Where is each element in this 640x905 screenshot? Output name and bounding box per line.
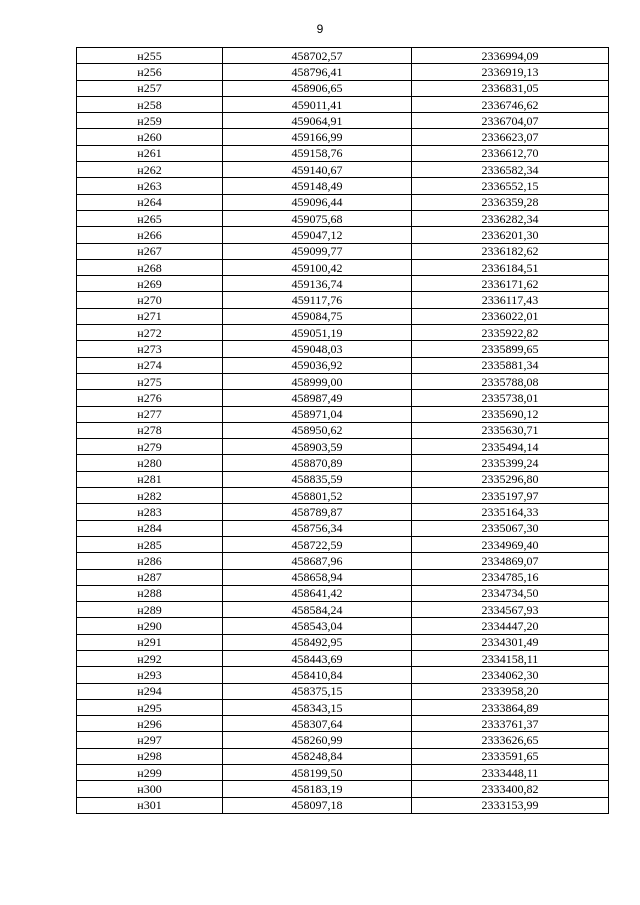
point-id-cell: н257 (77, 80, 223, 96)
point-id-cell: н291 (77, 634, 223, 650)
table-row (77, 781, 609, 797)
point-id-cell: н274 (77, 357, 223, 373)
table-row (77, 650, 609, 666)
y-coordinate-cell: 2335494,14 (412, 439, 609, 455)
point-id-cell: н285 (77, 536, 223, 552)
point-id-cell: н295 (77, 699, 223, 715)
table-row (77, 439, 609, 455)
x-coordinate-cell: 458835,59 (223, 471, 412, 487)
y-coordinate-cell: 2333626,65 (412, 732, 609, 748)
x-coordinate-cell: 458543,04 (223, 618, 412, 634)
point-id-cell: н263 (77, 178, 223, 194)
y-coordinate-cell: 2335630,71 (412, 422, 609, 438)
table-row (77, 194, 609, 210)
table-row (77, 536, 609, 552)
y-coordinate-cell: 2336117,43 (412, 292, 609, 308)
y-coordinate-cell: 2336201,30 (412, 227, 609, 243)
point-id-cell: н280 (77, 455, 223, 471)
x-coordinate-cell: 459148,49 (223, 178, 412, 194)
x-coordinate-cell: 458410,84 (223, 667, 412, 683)
table-row (77, 716, 609, 732)
y-coordinate-cell: 2334869,07 (412, 553, 609, 569)
x-coordinate-cell: 458796,41 (223, 64, 412, 80)
x-coordinate-cell: 459036,92 (223, 357, 412, 373)
x-coordinate-cell: 459136,74 (223, 276, 412, 292)
page-number: 9 (316, 22, 324, 36)
y-coordinate-cell: 2336552,15 (412, 178, 609, 194)
point-id-cell: н300 (77, 781, 223, 797)
x-coordinate-cell: 458199,50 (223, 765, 412, 781)
table-row (77, 162, 609, 178)
y-coordinate-cell: 2336612,70 (412, 145, 609, 161)
y-coordinate-cell: 2335899,65 (412, 341, 609, 357)
table-row (77, 178, 609, 194)
y-coordinate-cell: 2334969,40 (412, 536, 609, 552)
y-coordinate-cell: 2336359,28 (412, 194, 609, 210)
y-coordinate-cell: 2334734,50 (412, 585, 609, 601)
x-coordinate-cell: 458903,59 (223, 439, 412, 455)
y-coordinate-cell: 2336704,07 (412, 113, 609, 129)
x-coordinate-cell: 459047,12 (223, 227, 412, 243)
y-coordinate-cell: 2335164,33 (412, 504, 609, 520)
point-id-cell: н301 (77, 797, 223, 813)
x-coordinate-cell: 458870,89 (223, 455, 412, 471)
x-coordinate-cell: 458641,42 (223, 585, 412, 601)
point-id-cell: н266 (77, 227, 223, 243)
point-id-cell: н299 (77, 765, 223, 781)
x-coordinate-cell: 458492,95 (223, 634, 412, 650)
x-coordinate-cell: 459064,91 (223, 113, 412, 129)
table-row (77, 129, 609, 145)
point-id-cell: н267 (77, 243, 223, 259)
table-row (77, 145, 609, 161)
x-coordinate-cell: 459099,77 (223, 243, 412, 259)
x-coordinate-cell: 459051,19 (223, 325, 412, 341)
point-id-cell: н260 (77, 129, 223, 145)
y-coordinate-cell: 2336919,13 (412, 64, 609, 80)
y-coordinate-cell: 2336182,62 (412, 243, 609, 259)
table-row (77, 64, 609, 80)
y-coordinate-cell: 2333958,20 (412, 683, 609, 699)
point-id-cell: н282 (77, 488, 223, 504)
table-row (77, 797, 609, 813)
table-row (77, 748, 609, 764)
table-row (77, 504, 609, 520)
y-coordinate-cell: 2333591,65 (412, 748, 609, 764)
point-id-cell: н279 (77, 439, 223, 455)
point-id-cell: н286 (77, 553, 223, 569)
table-row (77, 488, 609, 504)
table-row (77, 276, 609, 292)
coordinates-table (76, 47, 609, 814)
point-id-cell: н261 (77, 145, 223, 161)
y-coordinate-cell: 2333864,89 (412, 699, 609, 715)
table-row (77, 520, 609, 536)
x-coordinate-cell: 458756,34 (223, 520, 412, 536)
x-coordinate-cell: 458789,87 (223, 504, 412, 520)
table-row (77, 341, 609, 357)
y-coordinate-cell: 2336831,05 (412, 80, 609, 96)
point-id-cell: н262 (77, 162, 223, 178)
point-id-cell: н298 (77, 748, 223, 764)
table-row (77, 227, 609, 243)
point-id-cell: н258 (77, 96, 223, 112)
point-id-cell: н265 (77, 210, 223, 226)
table-row (77, 243, 609, 259)
x-coordinate-cell: 459166,99 (223, 129, 412, 145)
table-row (77, 96, 609, 112)
x-coordinate-cell: 458343,15 (223, 699, 412, 715)
point-id-cell: н271 (77, 308, 223, 324)
y-coordinate-cell: 2334447,20 (412, 618, 609, 634)
point-id-cell: н277 (77, 406, 223, 422)
table-row (77, 390, 609, 406)
point-id-cell: н269 (77, 276, 223, 292)
point-id-cell: н289 (77, 602, 223, 618)
x-coordinate-cell: 458722,59 (223, 536, 412, 552)
x-coordinate-cell: 458702,57 (223, 48, 412, 64)
x-coordinate-cell: 458183,19 (223, 781, 412, 797)
y-coordinate-cell: 2334062,30 (412, 667, 609, 683)
point-id-cell: н268 (77, 259, 223, 275)
x-coordinate-cell: 458584,24 (223, 602, 412, 618)
point-id-cell: н273 (77, 341, 223, 357)
table-row (77, 667, 609, 683)
y-coordinate-cell: 2335788,08 (412, 373, 609, 389)
x-coordinate-cell: 458801,52 (223, 488, 412, 504)
point-id-cell: н256 (77, 64, 223, 80)
point-id-cell: н276 (77, 390, 223, 406)
table-row (77, 373, 609, 389)
table-row (77, 765, 609, 781)
point-id-cell: н259 (77, 113, 223, 129)
y-coordinate-cell: 2335197,97 (412, 488, 609, 504)
x-coordinate-cell: 459048,03 (223, 341, 412, 357)
y-coordinate-cell: 2336022,01 (412, 308, 609, 324)
point-id-cell: н297 (77, 732, 223, 748)
y-coordinate-cell: 2335296,80 (412, 471, 609, 487)
table-row (77, 683, 609, 699)
x-coordinate-cell: 458687,96 (223, 553, 412, 569)
x-coordinate-cell: 458971,04 (223, 406, 412, 422)
x-coordinate-cell: 459084,75 (223, 308, 412, 324)
x-coordinate-cell: 458260,99 (223, 732, 412, 748)
x-coordinate-cell: 458248,84 (223, 748, 412, 764)
y-coordinate-cell: 2336623,07 (412, 129, 609, 145)
point-id-cell: н272 (77, 325, 223, 341)
y-coordinate-cell: 2333400,82 (412, 781, 609, 797)
x-coordinate-cell: 459011,41 (223, 96, 412, 112)
y-coordinate-cell: 2333761,37 (412, 716, 609, 732)
table-row (77, 553, 609, 569)
x-coordinate-cell: 459117,76 (223, 292, 412, 308)
table-row (77, 455, 609, 471)
y-coordinate-cell: 2335690,12 (412, 406, 609, 422)
point-id-cell: н288 (77, 585, 223, 601)
y-coordinate-cell: 2335067,30 (412, 520, 609, 536)
table-row (77, 634, 609, 650)
x-coordinate-cell: 458999,00 (223, 373, 412, 389)
point-id-cell: н284 (77, 520, 223, 536)
table-row (77, 113, 609, 129)
x-coordinate-cell: 459140,67 (223, 162, 412, 178)
y-coordinate-cell: 2336746,62 (412, 96, 609, 112)
point-id-cell: н290 (77, 618, 223, 634)
x-coordinate-cell: 458987,49 (223, 390, 412, 406)
x-coordinate-cell: 458950,62 (223, 422, 412, 438)
y-coordinate-cell: 2333448,11 (412, 765, 609, 781)
y-coordinate-cell: 2334158,11 (412, 650, 609, 666)
point-id-cell: н293 (77, 667, 223, 683)
y-coordinate-cell: 2335738,01 (412, 390, 609, 406)
point-id-cell: н264 (77, 194, 223, 210)
y-coordinate-cell: 2334567,93 (412, 602, 609, 618)
table-row (77, 210, 609, 226)
x-coordinate-cell: 459075,68 (223, 210, 412, 226)
y-coordinate-cell: 2335399,24 (412, 455, 609, 471)
x-coordinate-cell: 458097,18 (223, 797, 412, 813)
point-id-cell: н270 (77, 292, 223, 308)
point-id-cell: н292 (77, 650, 223, 666)
point-id-cell: н287 (77, 569, 223, 585)
table-row (77, 569, 609, 585)
table-row (77, 585, 609, 601)
table-row (77, 308, 609, 324)
point-id-cell: н255 (77, 48, 223, 64)
table-row (77, 48, 609, 64)
y-coordinate-cell: 2335881,34 (412, 357, 609, 373)
point-id-cell: н283 (77, 504, 223, 520)
table-row (77, 422, 609, 438)
point-id-cell: н281 (77, 471, 223, 487)
y-coordinate-cell: 2336171,62 (412, 276, 609, 292)
x-coordinate-cell: 458307,64 (223, 716, 412, 732)
y-coordinate-cell: 2334301,49 (412, 634, 609, 650)
x-coordinate-cell: 458906,65 (223, 80, 412, 96)
table-row (77, 406, 609, 422)
table-row (77, 259, 609, 275)
y-coordinate-cell: 2335922,82 (412, 325, 609, 341)
y-coordinate-cell: 2336282,34 (412, 210, 609, 226)
point-id-cell: н275 (77, 373, 223, 389)
point-id-cell: н294 (77, 683, 223, 699)
table-row (77, 732, 609, 748)
table-row (77, 292, 609, 308)
table-row (77, 357, 609, 373)
y-coordinate-cell: 2336184,51 (412, 259, 609, 275)
y-coordinate-cell: 2336582,34 (412, 162, 609, 178)
x-coordinate-cell: 459100,42 (223, 259, 412, 275)
y-coordinate-cell: 2336994,09 (412, 48, 609, 64)
table-row (77, 80, 609, 96)
table-row (77, 699, 609, 715)
table-row (77, 471, 609, 487)
x-coordinate-cell: 459096,44 (223, 194, 412, 210)
x-coordinate-cell: 458658,94 (223, 569, 412, 585)
table-row (77, 602, 609, 618)
y-coordinate-cell: 2333153,99 (412, 797, 609, 813)
x-coordinate-cell: 458443,69 (223, 650, 412, 666)
point-id-cell: н278 (77, 422, 223, 438)
point-id-cell: н296 (77, 716, 223, 732)
x-coordinate-cell: 459158,76 (223, 145, 412, 161)
table-row (77, 325, 609, 341)
y-coordinate-cell: 2334785,16 (412, 569, 609, 585)
x-coordinate-cell: 458375,15 (223, 683, 412, 699)
table-row (77, 618, 609, 634)
coordinates-table-body (77, 48, 609, 814)
